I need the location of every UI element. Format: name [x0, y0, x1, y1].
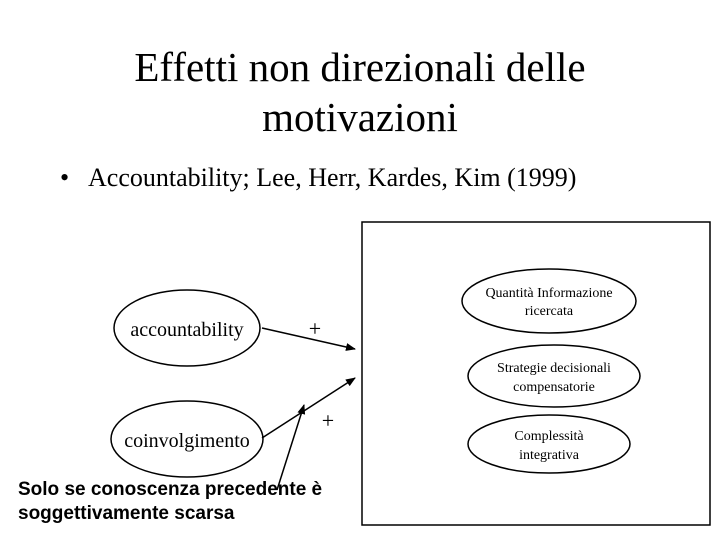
outcome-strategie-line1: Strategie decisionali	[497, 361, 611, 376]
arrow-coinvolgimento	[262, 378, 355, 438]
accountability-label: accountability	[130, 319, 244, 341]
moderator-note: Solo se conoscenza precedente è soggettivamente scarsa	[18, 479, 323, 524]
bullet-marker: •	[60, 163, 70, 192]
outcome-quantita-line1: Quantità Informazione	[485, 286, 613, 301]
bullet-text: Accountability; Lee, Herr, Kardes, Kim (1999)	[88, 163, 577, 192]
outcome-strategie	[468, 345, 640, 407]
slide-title: Effetti non direzionali delle motivazioni	[134, 44, 586, 140]
outcome-quantita-line2: ricercata	[524, 304, 574, 319]
outcome-quantita	[462, 269, 636, 333]
plus-sign-1: +	[308, 316, 322, 341]
outcome-complessita-line1: Complessità	[514, 429, 584, 444]
outcome-complessita	[468, 415, 630, 473]
outcome-strategie-line2: compensatorie	[513, 380, 595, 395]
outcome-complessita-line2: integrativa	[519, 448, 579, 463]
coinvolgimento-label: coinvolgimento	[124, 430, 250, 452]
plus-sign-2: +	[321, 408, 335, 433]
